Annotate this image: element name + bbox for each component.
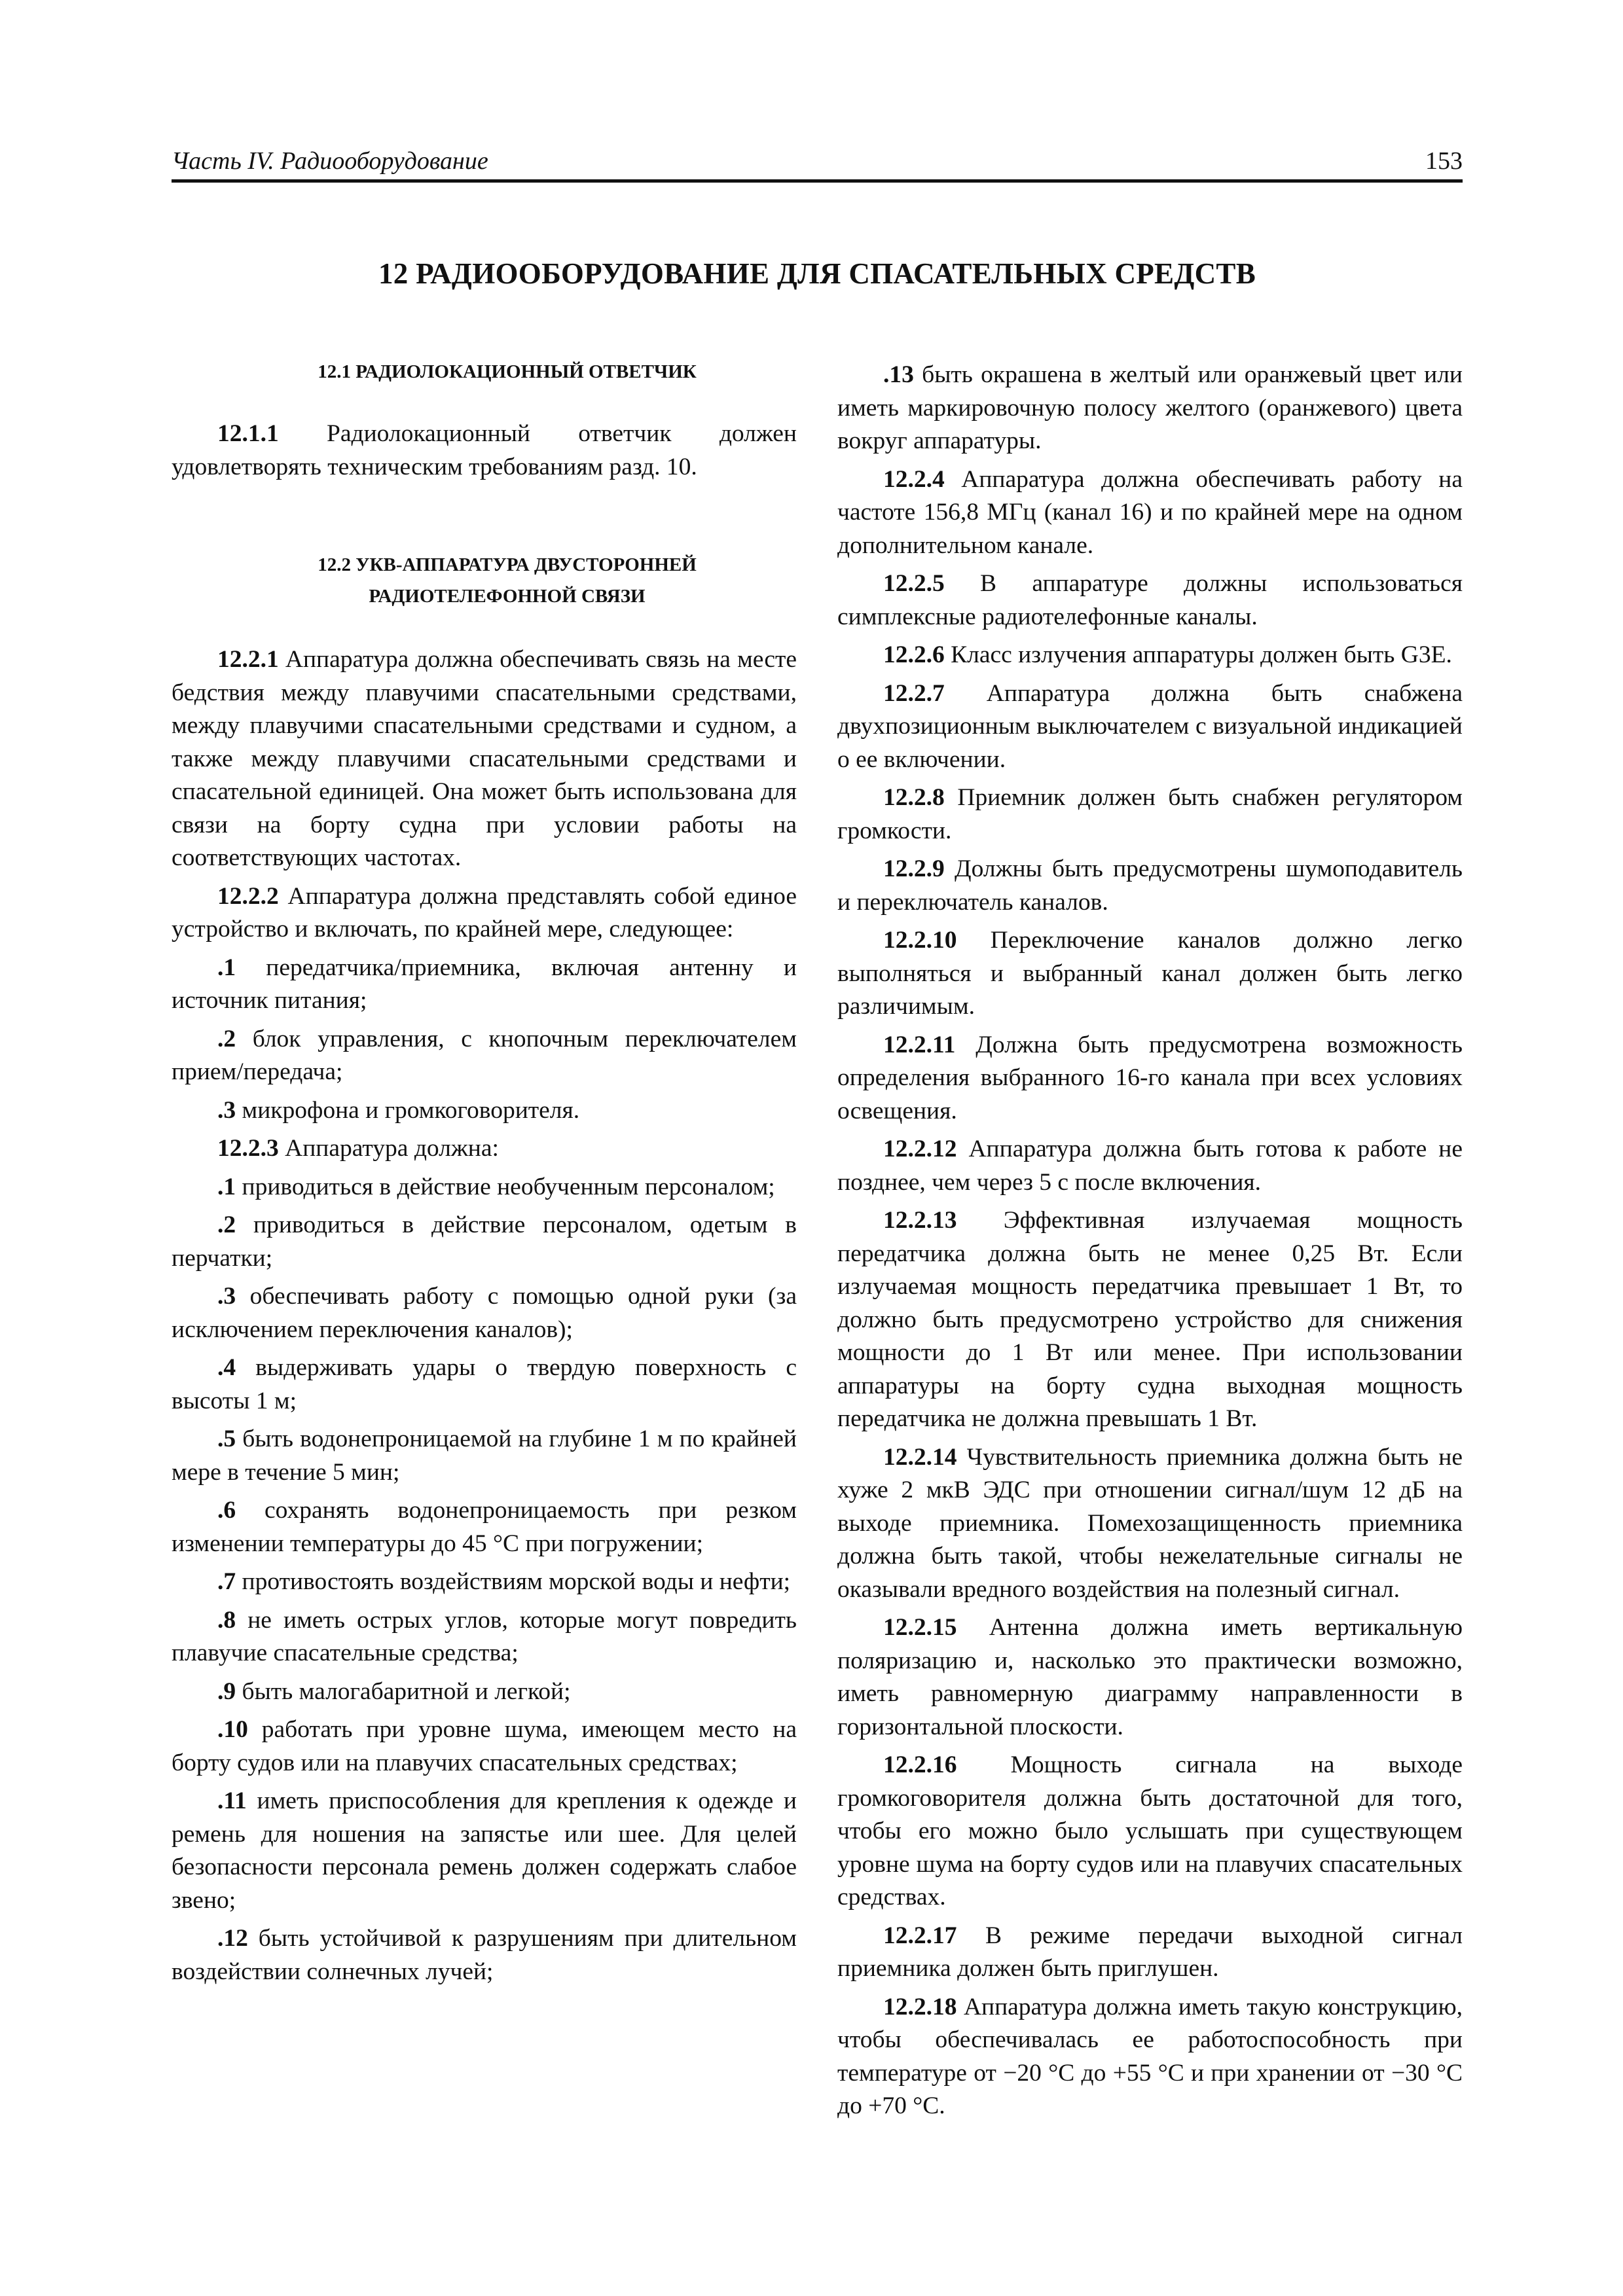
paragraph-text: Приемник должен быть снабжен регулятором громкости. [837, 784, 1463, 844]
list-item [172, 1094, 797, 1128]
paragraph-12-2-16 [837, 1749, 1463, 1914]
item-number: .8 [217, 1606, 236, 1634]
paragraph-text: В режиме передачи выходной сигнал приемника должен быть приглушен. [837, 1922, 1463, 1982]
paragraph-number: 12.2.11 [883, 1031, 956, 1058]
item-number: .3 [217, 1283, 236, 1310]
paragraph-text: Переключение каналов должно легко выполняться и выбранный канал должен быть легко различимым. [837, 927, 1463, 1020]
paragraph-number: 12.2.14 [883, 1443, 957, 1471]
item-number: .3 [217, 1096, 236, 1124]
paragraph-text: Аппаратура должна быть снабжена двухпозиционным выключателем с визуальной индикацией о ее включении. [837, 679, 1463, 773]
item-text: работать при уровне шума, имеющем место на борту судов или на плавучих спасательных средствах; [172, 1716, 797, 1776]
item-text: быть водонепроницаемой на глубине 1 м по крайней мере в течение 5 мин; [172, 1426, 797, 1486]
paragraph-12-2-18 [837, 1991, 1463, 2123]
list-item [172, 1713, 797, 1780]
paragraph-number: 12.2.12 [883, 1136, 957, 1162]
section-heading-12-2-line2: РАДИОТЕЛЕФОННОЙ СВЯЗИ [369, 586, 646, 607]
paragraph-12-2-5 [837, 567, 1463, 634]
item-text: противостоять воздействиям морской воды и нефти; [236, 1568, 791, 1595]
paragraph-number: 12.2.13 [883, 1207, 957, 1234]
paragraph-number: 12.2.10 [883, 927, 957, 954]
list-item [172, 1423, 797, 1489]
page-number: 153 [1425, 147, 1463, 175]
paragraph-12-2-11 [837, 1029, 1463, 1128]
item-number: .11 [217, 1787, 247, 1814]
paragraph-12-2-6 [837, 639, 1463, 672]
list-item [172, 1785, 797, 1917]
paragraph-text: Мощность сигнала на выходе громкоговорителя должна быть достаточной для того, чтобы его можно было услышать при существующем уровне шума на борту судов или на плавучих спасательных средствах. [837, 1751, 1463, 1910]
paragraph-12-1-1 [172, 418, 797, 484]
item-text: быть малогабаритной и легкой; [236, 1677, 571, 1705]
item-text: микрофона и громкоговорителя. [236, 1096, 580, 1124]
item-text: обеспечивать работу с помощью одной руки (за исключением переключения каналов); [172, 1283, 797, 1343]
paragraph-text: Должны быть предусмотрены шумоподавитель и переключатель каналов. [837, 855, 1463, 916]
item-text: быть окрашена в желтый или оранжевый цвет или иметь маркировочную полосу желтого (оранжевого) цвета вокруг аппаратуры. [837, 361, 1463, 454]
paragraph-number: 12.2.5 [883, 570, 945, 597]
paragraph-number: 12.2.8 [883, 784, 945, 811]
list-item [172, 1922, 797, 1988]
paragraph-number: 12.2.9 [883, 855, 945, 882]
item-number: .7 [217, 1568, 236, 1595]
list-item [172, 1566, 797, 1599]
paragraph-12-2-8 [837, 781, 1463, 848]
item-number: .1 [217, 1173, 236, 1200]
paragraph-12-2-1 [172, 643, 797, 875]
paragraph-12-2-17 [837, 1920, 1463, 1986]
list-item [172, 1280, 797, 1346]
part-title: Часть IV. Радиооборудование [172, 147, 488, 175]
paragraph-text: Должна быть предусмотрена возможность определения выбранного 16-го канала при всех условиях освещения. [837, 1031, 1463, 1124]
paragraph-text: Антенна должна иметь вертикальную поляризацию и, насколько это практически возможно, иметь равномерную диаграмму направленности в горизонтальной плоскости. [837, 1614, 1463, 1740]
paragraph-12-2-4 [837, 463, 1463, 563]
paragraph-text: Аппаратура должна быть готова к работе не позднее, чем через 5 с после включения. [837, 1136, 1463, 1196]
item-number: .12 [217, 1925, 248, 1952]
item-number: .13 [883, 361, 914, 388]
item-number: .9 [217, 1677, 236, 1705]
item-text: приводиться в действие персоналом, одетым в перчатки; [172, 1211, 797, 1272]
paragraph-number: 12.2.1 [217, 646, 279, 673]
paragraph-number: 12.2.6 [883, 641, 945, 668]
paragraph-text: Аппаратура должна: [278, 1135, 499, 1162]
item-text: не иметь острых углов, которые могут повредить плавучие спасательные средства; [172, 1606, 797, 1666]
item-number: .4 [217, 1354, 236, 1381]
paragraph-number: 12.2.17 [883, 1922, 957, 1949]
paragraph-12-2-15 [837, 1611, 1463, 1744]
paragraph-12-2-13 [837, 1204, 1463, 1436]
right-column [837, 359, 1463, 2128]
item-number: .10 [217, 1716, 248, 1743]
paragraph-text: Аппаратура должна иметь такую конструкцию, чтобы обеспечивалась ее работоспособность при температуре от −20 °С до +55 °С и при хранении от −30 °С до +70 °С. [837, 1993, 1463, 2119]
item-number: .1 [217, 954, 236, 981]
item-number: .2 [217, 1025, 236, 1052]
paragraph-text: Аппаратура должна обеспечивать работу на частоте 156,8 МГц (канал 16) и по крайней мере на одном дополнительном канале. [837, 465, 1463, 559]
item-text: сохранять водонепроницаемость при резком изменении температуры до 45 °С при погружении; [172, 1497, 797, 1557]
list-item [172, 1494, 797, 1560]
paragraph-12-2-10 [837, 924, 1463, 1024]
paragraph-12-2-2 [172, 880, 797, 946]
left-column [172, 359, 797, 1994]
paragraph-number: 12.2.7 [883, 679, 945, 707]
paragraph-12-2-9 [837, 853, 1463, 919]
list-item [172, 1171, 797, 1204]
paragraph-number: 12.2.16 [883, 1751, 957, 1778]
list-item [172, 1023, 797, 1089]
list-item [172, 952, 797, 1018]
item-text: блок управления, с кнопочным переключателем прием/передача; [172, 1025, 797, 1085]
paragraph-number: 12.2.4 [883, 465, 945, 493]
item-number: .5 [217, 1426, 236, 1452]
paragraph-text: Класс излучения аппаратуры должен быть G3E. [944, 641, 1452, 668]
paragraph-12-2-14 [837, 1441, 1463, 1607]
item-text: приводиться в действие необученным персоналом; [236, 1173, 775, 1200]
paragraph-text: Аппаратура должна обеспечивать связь на месте бедствия между плавучими спасательными средствами, между плавучими спасательными средствами и судном, а также между плавучими спасательными средствами и спасательной единицей. Она может быть использована для связи на борту судна при условии работы на соответствующих частотах. [172, 646, 797, 871]
list-item [837, 359, 1463, 458]
paragraph-text: Радиолокационный ответчик должен удовлетворять техническим требованиям разд. 10. [172, 420, 797, 480]
paragraph-text: Эффективная излучаемая мощность передатчика должна быть не менее 0,25 Вт. Если излучаемая мощность передатчика превышает 1 Вт, то должно быть предусмотрено устройство для снижения мощности до 1 Вт или менее. При использовании аппаратуры на борту судна выходная мощность передатчика не должна превышать 1 Вт. [837, 1207, 1463, 1432]
paragraph-number: 12.2.3 [217, 1135, 279, 1162]
paragraph-12-2-3 [172, 1132, 797, 1166]
item-number: .2 [217, 1211, 236, 1238]
section-heading-12-1: 12.1 РАДИОЛОКАЦИОННЫЙ ОТВЕТЧИК [318, 361, 697, 382]
paragraph-12-2-12 [837, 1133, 1463, 1199]
list-item [172, 1352, 797, 1418]
paragraph-number: 12.2.2 [217, 882, 279, 910]
list-item [172, 1209, 797, 1275]
paragraph-text: Чувствительность приемника должна быть не хуже 2 мкВ ЭДС при отношении сигнал/шум 12 дБ на выходе приемника. Помехозащищенность приемника должна быть такой, чтобы нежелательные сигналы не оказывали вредного воздействия на полезный сигнал. [837, 1443, 1463, 1603]
item-number: .6 [217, 1497, 236, 1524]
item-text: передатчика/приемника, включая антенну и источник питания; [172, 954, 797, 1014]
paragraph-number: 12.2.15 [883, 1614, 957, 1641]
section-heading-12-2-line1: 12.2 УКВ-АППАРАТУРА ДВУСТОРОННЕЙ [318, 554, 697, 575]
paragraph-number: 12.1.1 [217, 420, 279, 447]
paragraph-text: В аппаратуре должны использоваться симплексные радиотелефонные каналы. [837, 570, 1463, 630]
paragraph-number: 12.2.18 [883, 1993, 957, 2020]
paragraph-text: Аппаратура должна представлять собой единое устройство и включать, по крайней мере, следующее: [172, 882, 797, 942]
list-item [172, 1604, 797, 1670]
paragraph-12-2-7 [837, 677, 1463, 777]
item-text: иметь приспособления для крепления к одежде и ремень для ношения на запястье или шее. Для целей безопасности персонала ремень должен содержать слабое звено; [172, 1787, 797, 1914]
chapter-title: 12 РАДИООБОРУДОВАНИЕ ДЛЯ СПАСАТЕЛЬНЫХ СРЕДСТВ [378, 257, 1256, 290]
item-text: выдерживать удары о твердую поверхность с высоты 1 м; [172, 1354, 797, 1414]
list-item [172, 1676, 797, 1709]
running-header [172, 145, 1463, 183]
item-text: быть устойчивой к разрушениям при длительном воздействии солнечных лучей; [172, 1925, 797, 1985]
